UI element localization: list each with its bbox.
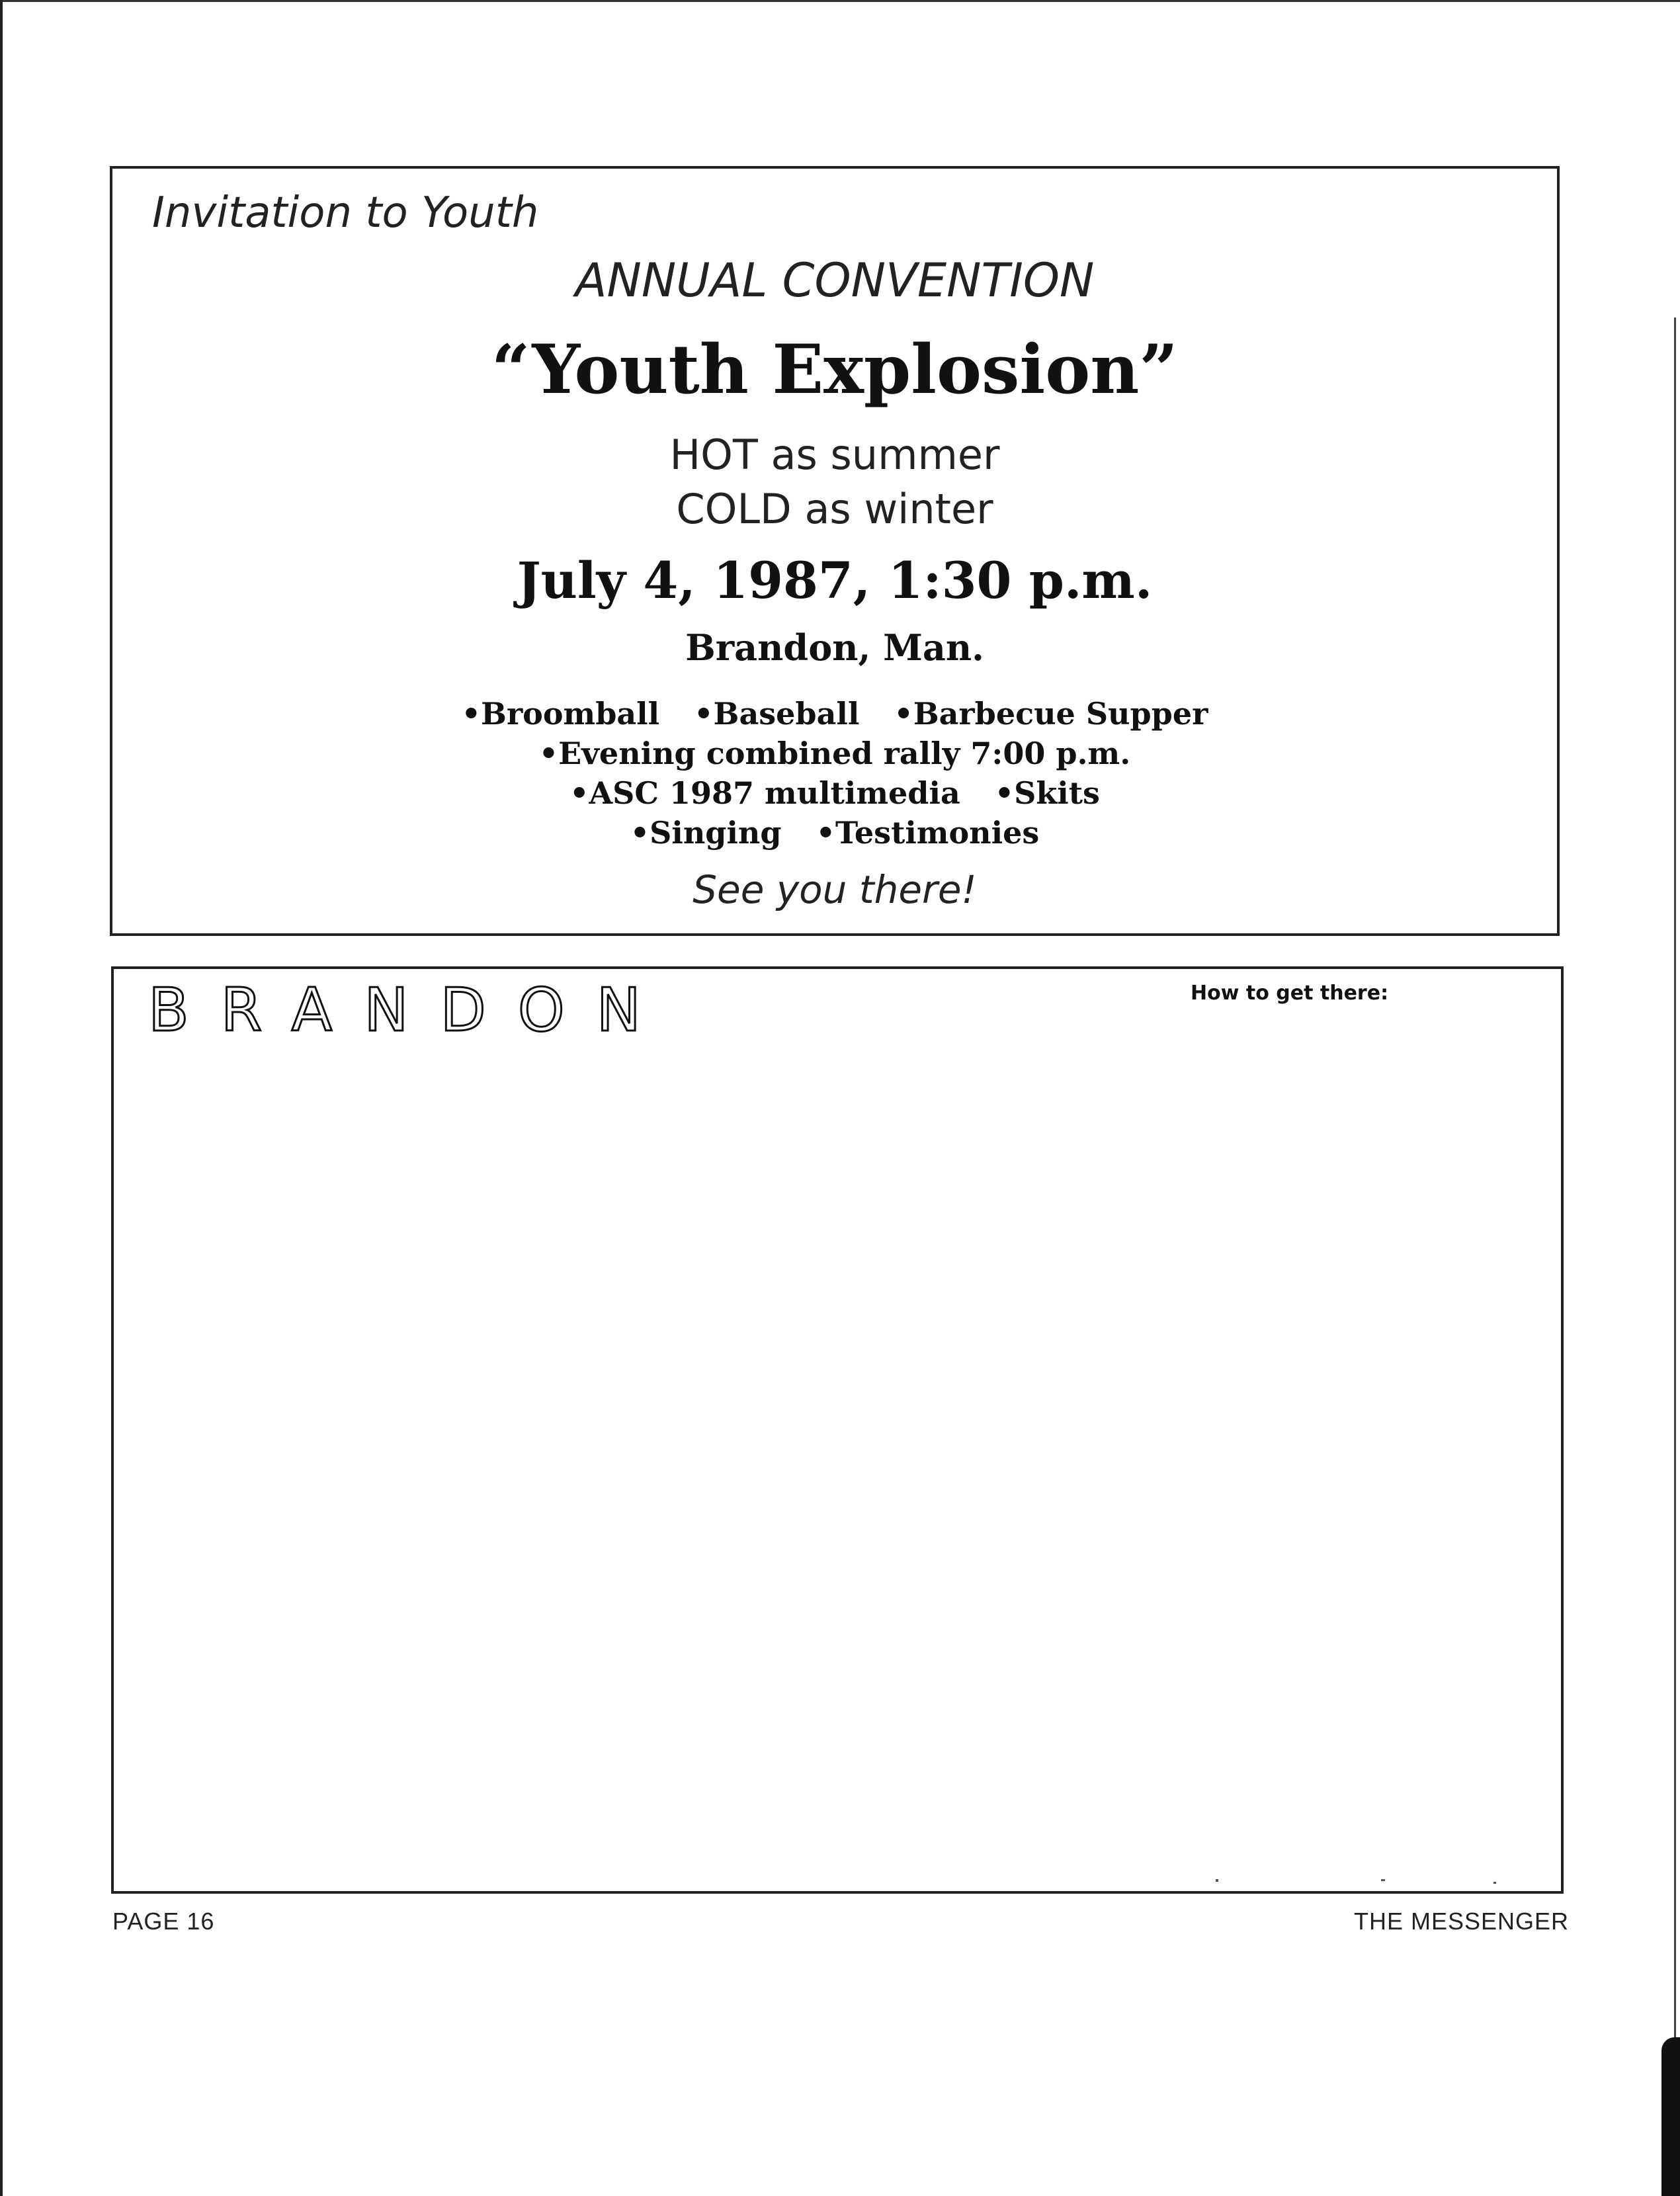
activity-line — [112, 773, 1557, 813]
invitation-box — [110, 166, 1560, 936]
event-name: “Youth Explosion” — [491, 330, 1179, 409]
directions-heading-fragment — [1191, 982, 1402, 1005]
activity-line — [112, 813, 1557, 853]
activity-item: •Broomball — [461, 696, 660, 732]
map-box — [111, 966, 1564, 1894]
print-speck — [1493, 1882, 1496, 1884]
page-edge-left — [0, 0, 3, 2196]
print-speck — [1381, 1879, 1385, 1881]
convention-title: ANNUAL CONVENTION — [575, 253, 1095, 308]
event-location: Brandon, Man. — [685, 626, 984, 669]
activity-item: •Singing — [630, 815, 782, 851]
activity-item: •Baseball — [694, 696, 860, 732]
page-corner-shadow — [1661, 2037, 1680, 2196]
closing-line: See you there! — [693, 867, 977, 912]
tagline-winter: COLD as winter — [676, 485, 993, 533]
activity-item: •Testimonies — [816, 815, 1040, 851]
tagline-summer: HOT as summer — [669, 431, 1000, 479]
directions-heading-text: How to get there: — [1191, 982, 1389, 1005]
activity-item: •ASC 1987 multimedia — [569, 775, 960, 811]
page-edge-top — [0, 0, 1680, 2]
invitation-intro: Invitation to Youth — [152, 189, 539, 237]
map-box-top-rule — [114, 966, 1561, 969]
activities-list — [112, 694, 1557, 853]
map-title-fragment — [148, 976, 673, 1045]
activity-line — [112, 734, 1557, 773]
event-date-time: July 4, 1987, 1:30 p.m. — [517, 551, 1153, 610]
activity-line — [112, 694, 1557, 734]
activity-item: •Skits — [994, 775, 1100, 811]
activity-item: •Evening combined rally 7:00 p.m. — [538, 736, 1131, 771]
publication-name: THE MESSENGER — [1353, 1908, 1569, 1935]
page-edge-right — [1674, 317, 1676, 2103]
print-speck — [1216, 1879, 1218, 1882]
map-title-text: BRANDON — [148, 976, 673, 1045]
page-number: PAGE 16 — [112, 1908, 215, 1935]
activity-item: •Barbecue Supper — [894, 696, 1208, 732]
